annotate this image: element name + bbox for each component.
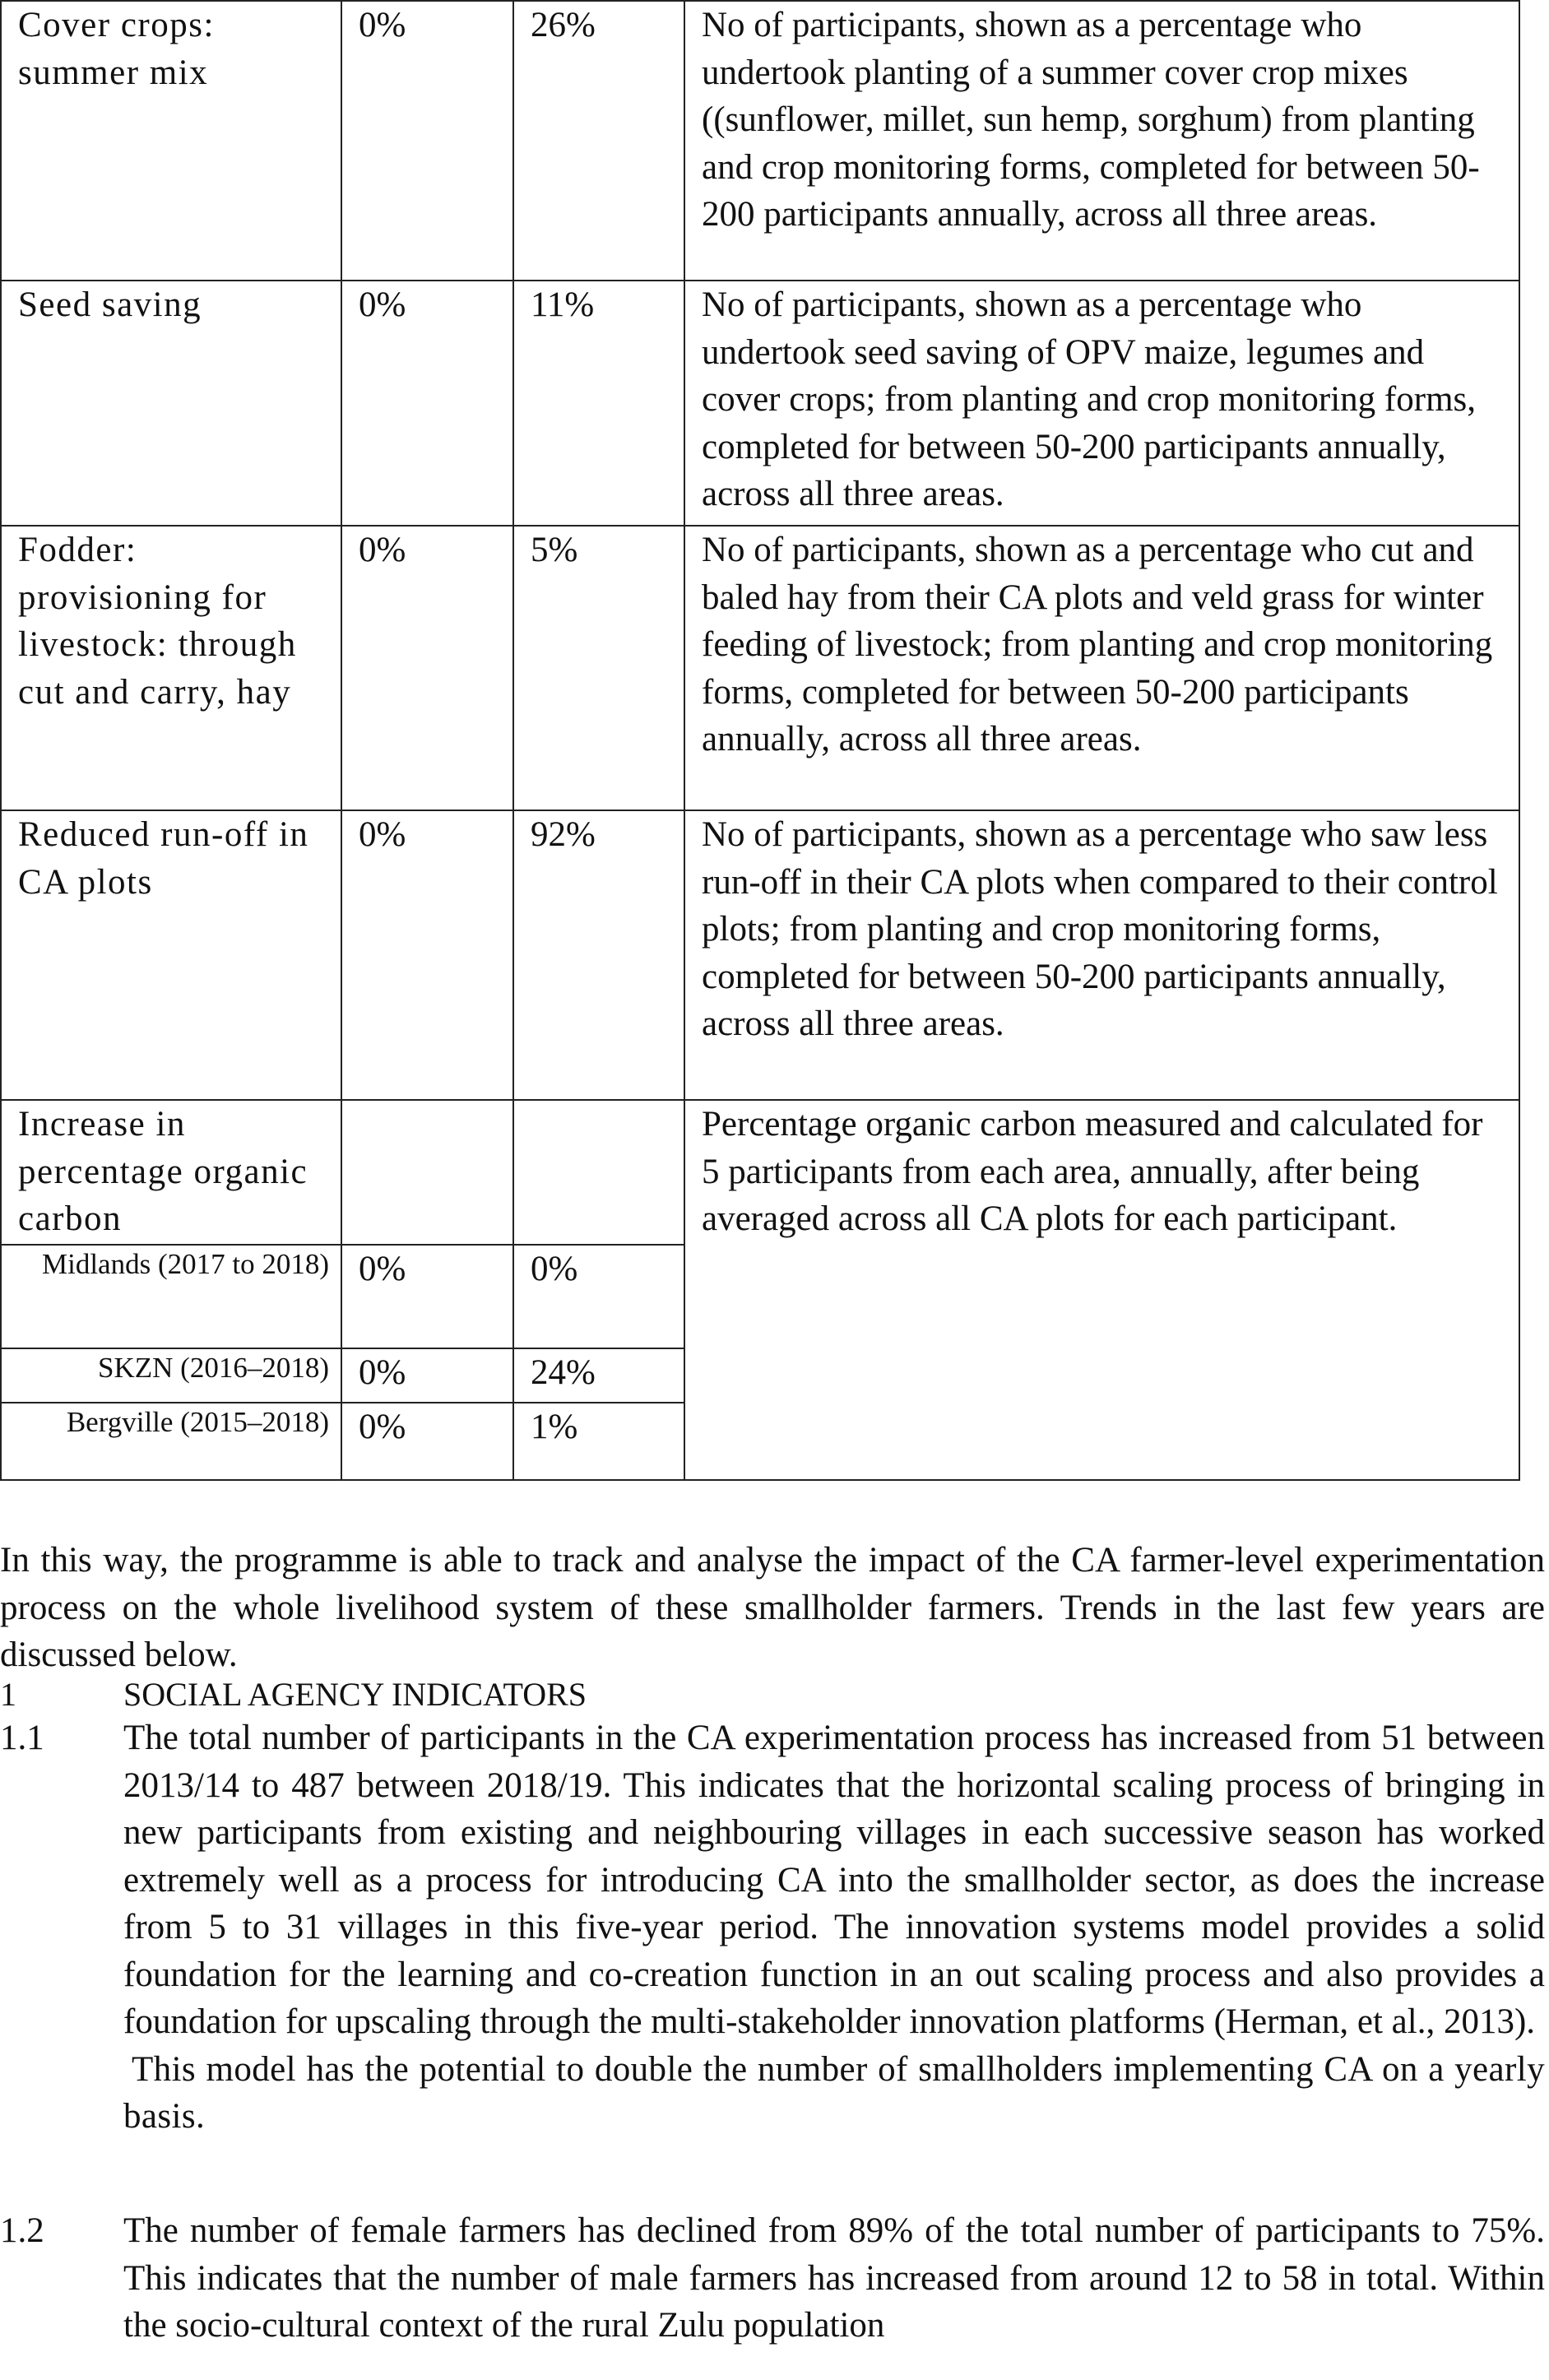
result-cell: 24% [513,1348,684,1403]
table-row [1,1100,1519,1245]
baseline-cell: 0% [341,281,513,526]
result-cell: 26% [513,1,684,281]
baseline-cell: 0% [341,1403,513,1480]
item-text: The number of female farmers has declined from 89% of the total number of participants to 75%. This indicates that the number of male farmers has increased from around 12 to 58 in total. Within the socio-cultural context of the rural Zulu population [123,2211,1545,2345]
baseline-cell: 0% [341,810,513,1100]
result-cell: 92% [513,810,684,1100]
region-cell: SKZN (2016–2018) [1,1348,341,1403]
indicator-cell: Fodder: provisioning for livestock: through cut and carry, hay [1,526,341,810]
item-number: 1.2 [0,2211,44,2250]
description-cell: Percentage organic carbon measured and calculated for 5 participants from each area, annually, after being averaged across all CA plots for each participant. [684,1100,1519,1480]
description-cell: No of participants, shown as a percentage who saw less run-off in their CA plots when compared to their control plots; from planting and crop monitoring forms, completed for between 50-200 participants annually, across all three areas. [684,810,1519,1100]
result-cell: 1% [513,1403,684,1480]
baseline-cell: 0% [341,1245,513,1348]
indicator-cell: Seed saving [1,281,341,526]
baseline-cell: 0% [341,1348,513,1403]
table-row [1,526,1519,810]
baseline-cell: 0% [341,526,513,810]
description-cell: No of participants, shown as a percentage who undertook planting of a summer cover crop mixes ((sunflower, millet, sun hemp, sorghum) from planting and crop monitoring forms, completed for between 50-200 participants annually, across all three areas. [684,1,1519,281]
table-row [1,281,1519,526]
region-cell: Bergville (2015–2018) [1,1403,341,1480]
region-cell: Midlands (2017 to 2018) [1,1245,341,1348]
table-row [1,1,1519,281]
list-item [0,1714,1545,2141]
result-cell: 5% [513,526,684,810]
section-title: SOCIAL AGENCY INDICATORS [123,1676,587,1713]
item-number: 1.1 [0,1719,44,1757]
intro-paragraph: In this way, the programme is able to track and analyse the impact of the CA farmer-level experimentation process on the whole livelihood system of these smallholder farmers. Trends in the last few years are discussed below. [0,1541,1545,1674]
indicator-cell: Reduced run-off in CA plots [1,810,341,1100]
table-row [1,810,1519,1100]
section-number: 1 [0,1676,16,1713]
item-text-continued: This model has the potential to double the number of smallholders implementing CA on a yearly basis. [123,2049,1545,2136]
description-cell: No of participants, shown as a percentage who undertook seed saving of OPV maize, legumes and cover crops; from planting and crop monitoring forms, completed for between 50-200 participants annually, across all three areas. [684,281,1519,526]
indicator-cell: Increase in percentage organic carbon [1,1100,341,1245]
baseline-cell: 0% [341,1,513,281]
description-cell: No of participants, shown as a percentage who cut and baled hay from their CA plots and veld grass for winter feeding of livestock; from planting and crop monitoring forms, completed for between 50-200 participants annually, across all three areas. [684,526,1519,810]
result-cell: 11% [513,281,684,526]
baseline-cell [341,1100,513,1245]
item-text: The total number of participants in the CA experimentation process has increased from 51 between 2013/14 to 487 between 2018/19. This indicates that the horizontal scaling process of bringing in new participants from existing and neighbouring villages in each successive season has worked extremely well as a process for introducing CA into the smallholder sector, as does the increase from 5 to 31 villages in this five-year period. The innovation systems model provides a solid foundation for the learning and co-creation function in an out scaling process and also provides a foundation for upscaling through the multi-stakeholder innovation platforms (Herman, et al., 2013). [123,1719,1545,2041]
indicator-cell: Cover crops: summer mix [1,1,341,281]
result-cell: 0% [513,1245,684,1348]
list-item [0,2207,1545,2350]
result-cell [513,1100,684,1245]
